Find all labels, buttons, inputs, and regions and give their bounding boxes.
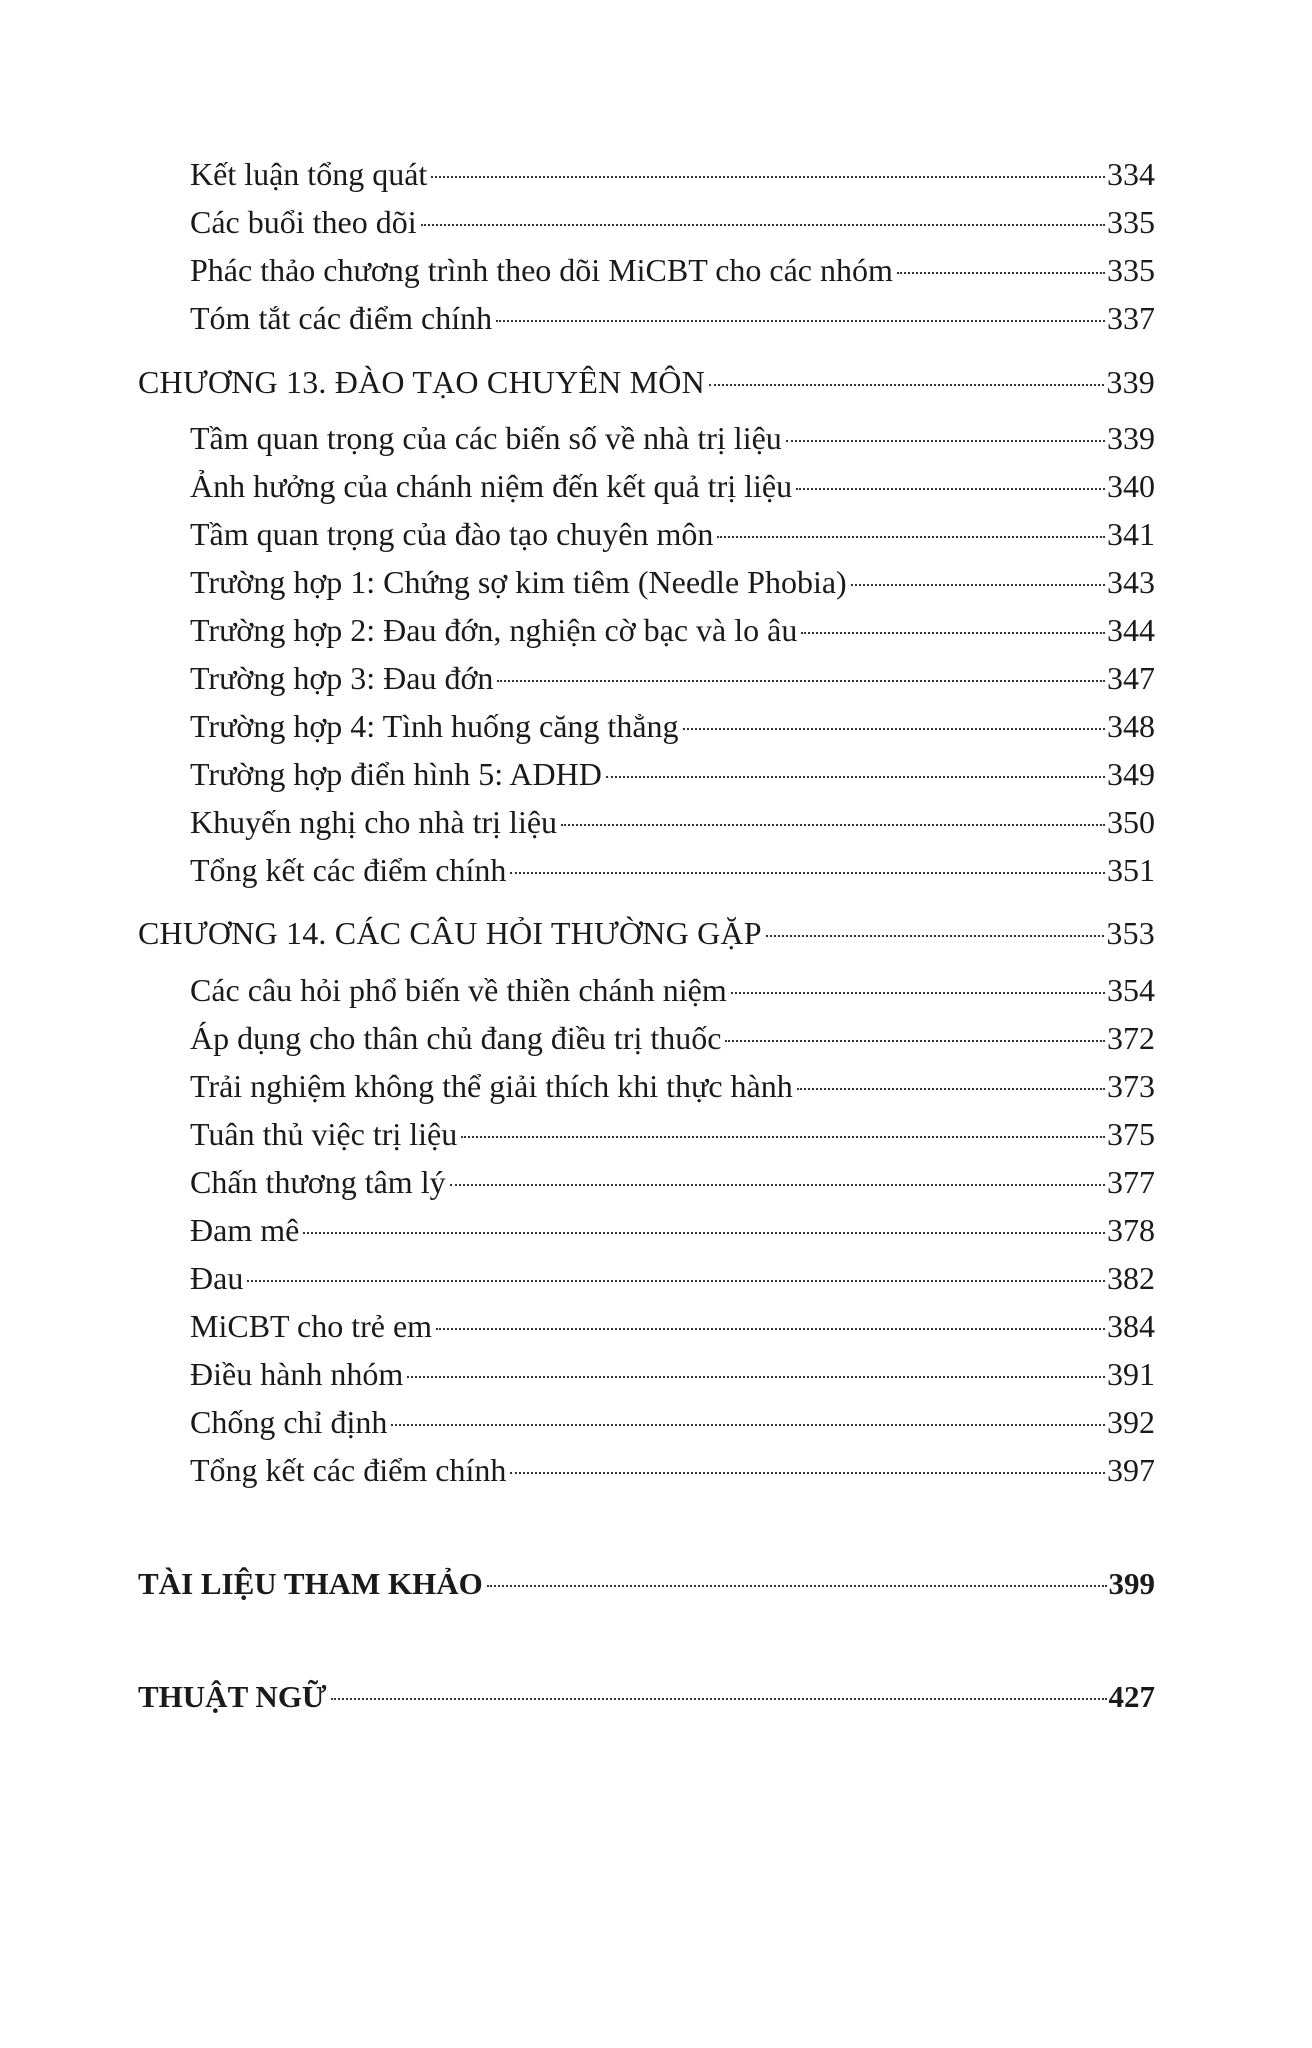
toc-entry <box>190 1258 1155 1298</box>
toc-entry <box>190 1450 1155 1490</box>
toc-entry-page: 344 <box>1107 612 1155 648</box>
references-title: TÀI LIỆU THAM KHẢO <box>138 1566 483 1601</box>
toc-entry-title: Đam mê <box>190 1212 300 1248</box>
chapter-page: 339 <box>1106 364 1155 400</box>
toc-entry <box>190 1162 1155 1202</box>
toc-entry-title: Đau <box>190 1260 244 1296</box>
dot-leader <box>391 1424 1105 1426</box>
dot-leader <box>561 824 1105 826</box>
dot-leader <box>786 440 1105 442</box>
toc-entry <box>190 1018 1155 1058</box>
toc-entry-page: 339 <box>1107 420 1155 456</box>
toc-entry-title: Chống chỉ định <box>190 1404 388 1440</box>
glossary-page: 427 <box>1108 1679 1155 1714</box>
toc-entry-title: MiCBT cho trẻ em <box>190 1308 433 1344</box>
references-page: 399 <box>1108 1566 1155 1601</box>
toc-entry <box>190 1114 1155 1154</box>
toc-entry <box>190 418 1155 458</box>
toc-entry <box>190 154 1155 194</box>
toc-entry <box>190 706 1155 746</box>
toc-entry-page: 372 <box>1107 1020 1155 1056</box>
toc-entry-title: Kết luận tổng quát <box>190 156 428 192</box>
dot-leader <box>436 1328 1105 1330</box>
toc-entry-title: Các buổi theo dõi <box>190 204 417 240</box>
dot-leader <box>731 992 1105 994</box>
toc-entry <box>190 970 1155 1010</box>
toc-glossary <box>138 1677 1155 1717</box>
toc-entry-page: 392 <box>1107 1404 1155 1440</box>
dot-leader <box>510 1472 1105 1474</box>
toc-entry <box>190 1306 1155 1346</box>
dot-leader <box>766 935 1105 937</box>
toc-entry <box>190 658 1155 698</box>
toc-entry-page: 341 <box>1107 516 1155 552</box>
toc-entry <box>190 1354 1155 1394</box>
toc-entry <box>190 298 1155 338</box>
toc-entry-page: 335 <box>1107 204 1155 240</box>
toc-entry <box>190 610 1155 650</box>
toc-entry-page: 334 <box>1107 156 1155 192</box>
chapter-page: 353 <box>1106 915 1155 951</box>
toc-entry-title: Các câu hỏi phổ biến về thiền chánh niệm <box>190 972 727 1008</box>
dot-leader <box>801 632 1105 634</box>
dot-leader <box>496 320 1105 322</box>
dot-leader <box>717 536 1105 538</box>
toc-entry-title: Trải nghiệm không thể giải thích khi thực hành <box>190 1068 793 1104</box>
dot-leader <box>303 1232 1105 1234</box>
chapter-title: CHƯƠNG 13. ĐÀO TẠO CHUYÊN MÔN <box>138 364 705 400</box>
dot-leader <box>851 584 1105 586</box>
dot-leader <box>683 728 1105 730</box>
toc-entry-page: 337 <box>1107 300 1155 336</box>
toc-entry-title: Tầm quan trọng của đào tạo chuyên môn <box>190 516 714 552</box>
dot-leader <box>796 488 1105 490</box>
dot-leader <box>797 1088 1105 1090</box>
toc-entry-title: Trường hợp 4: Tình huống căng thẳng <box>190 708 679 744</box>
toc-entry <box>190 202 1155 242</box>
dot-leader <box>497 680 1105 682</box>
toc-entry-title: Tầm quan trọng của các biến số về nhà trị liệu <box>190 420 782 456</box>
toc-entry-page: 347 <box>1107 660 1155 696</box>
glossary-title: THUẬT NGỮ <box>138 1679 327 1714</box>
toc-entry-page: 377 <box>1107 1164 1155 1200</box>
toc-entry-title: Tóm tắt các điểm chính <box>190 300 493 336</box>
dot-leader <box>461 1136 1105 1138</box>
dot-leader <box>431 176 1105 178</box>
toc-entry-title: Chấn thương tâm lý <box>190 1164 446 1200</box>
toc-entry-page: 340 <box>1107 468 1155 504</box>
toc-entry-title: Tuân thủ việc trị liệu <box>190 1116 458 1152</box>
dot-leader <box>725 1040 1105 1042</box>
toc-entry-page: 397 <box>1107 1452 1155 1488</box>
toc-entry <box>190 1402 1155 1442</box>
toc-chapter-14 <box>138 913 1155 953</box>
toc-entry-page: 348 <box>1107 708 1155 744</box>
toc-entry-title: Phác thảo chương trình theo dõi MiCBT cho các nhóm <box>190 252 893 288</box>
toc-entry-page: 349 <box>1107 756 1155 792</box>
toc-entry-title: Trường hợp điển hình 5: ADHD <box>190 756 602 792</box>
toc-entry-page: 350 <box>1107 804 1155 840</box>
toc-entry-page: 335 <box>1107 252 1155 288</box>
dot-leader <box>407 1376 1105 1378</box>
toc-entry-page: 343 <box>1107 564 1155 600</box>
toc-entry <box>190 250 1155 290</box>
toc-entry-page: 375 <box>1107 1116 1155 1152</box>
toc-entry-title: Ảnh hưởng của chánh niệm đến kết quả trị liệu <box>190 468 793 504</box>
toc-entry-title: Trường hợp 3: Đau đớn <box>190 660 494 696</box>
toc-entry-title: Trường hợp 2: Đau đớn, nghiện cờ bạc và lo âu <box>190 612 798 648</box>
chapter-title: CHƯƠNG 14. CÁC CÂU HỎI THƯỜNG GẶP <box>138 915 762 951</box>
dot-leader <box>510 872 1105 874</box>
toc-entry <box>190 466 1155 506</box>
toc-entry <box>190 802 1155 842</box>
toc-entry <box>190 1066 1155 1106</box>
toc-entry-page: 378 <box>1107 1212 1155 1248</box>
dot-leader <box>247 1280 1105 1282</box>
toc-entry <box>190 754 1155 794</box>
dot-leader <box>487 1585 1107 1587</box>
toc-entry-page: 382 <box>1107 1260 1155 1296</box>
dot-leader <box>606 776 1105 778</box>
toc-entry-title: Áp dụng cho thân chủ đang điều trị thuốc <box>190 1020 722 1056</box>
dot-leader <box>897 272 1105 274</box>
toc-entry <box>190 1210 1155 1250</box>
toc-entry <box>190 562 1155 602</box>
toc-entry-title: Trường hợp 1: Chứng sợ kim tiêm (Needle Phobia) <box>190 564 847 600</box>
toc-entry-title: Tổng kết các điểm chính <box>190 1452 507 1488</box>
toc-entry-page: 373 <box>1107 1068 1155 1104</box>
dot-leader <box>709 384 1104 386</box>
toc-chapter-13 <box>138 362 1155 402</box>
toc-entry-title: Khuyến nghị cho nhà trị liệu <box>190 804 558 840</box>
toc-entry-title: Tổng kết các điểm chính <box>190 852 507 888</box>
toc-entry-title: Điều hành nhóm <box>190 1356 404 1392</box>
toc-entry-page: 391 <box>1107 1356 1155 1392</box>
dot-leader <box>421 224 1105 226</box>
dot-leader <box>331 1698 1107 1700</box>
toc-entry <box>190 850 1155 890</box>
toc-references <box>138 1564 1155 1604</box>
toc-entry-page: 384 <box>1107 1308 1155 1344</box>
toc-entry-page: 354 <box>1107 972 1155 1008</box>
toc-entry-page: 351 <box>1107 852 1155 888</box>
dot-leader <box>450 1184 1105 1186</box>
toc-entry <box>190 514 1155 554</box>
